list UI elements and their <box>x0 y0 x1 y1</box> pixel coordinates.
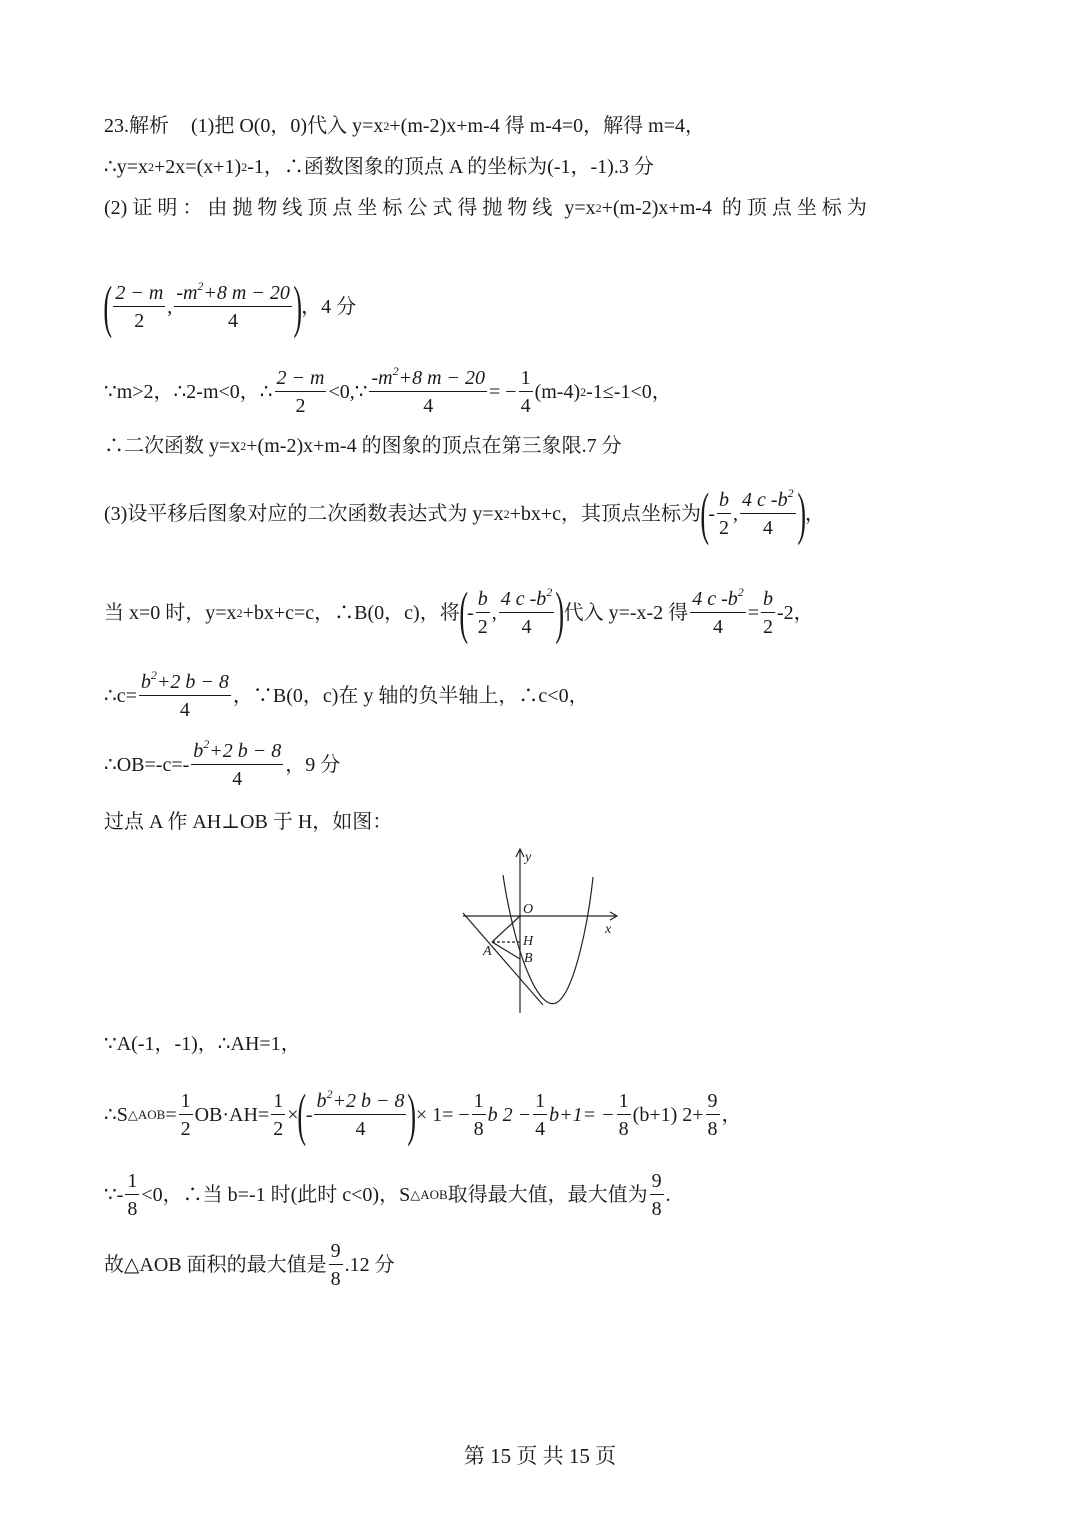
fraction: $\frac{9}{8}$ <box>651 1170 662 1220</box>
solution-line-10: ∴OB=-c=- $\frac{b^2+2 b - 8}{4}$ ，9 分 <box>104 737 341 790</box>
fraction: $\frac{4 c -b^2}{4}$ <box>500 585 553 638</box>
vertex-formula-line: ( $\frac{2 - m}{2}$ , $\frac{-m^2+8 m - 20}{4}$ ) ，4 分 <box>103 274 357 339</box>
fraction: $\frac{1}{4}$ <box>520 367 531 417</box>
solution-line-8: 当 x=0 时，y=x 2 +bx+c=c，∴B(0，c)，将 ( - $\frac{b}{2}$ , $\frac{4 c -b^2}{4}$ ) 代入 y=-x-2 得 $\frac{4 c -b^2}{4}$ = $\frac{b}{2}$ -2， <box>104 580 814 645</box>
fraction: $\frac{b^2+2 b - 8}{4}$ <box>140 668 229 721</box>
fraction: $\frac{b}{2}$ <box>763 588 774 638</box>
page-footer: 第 15 页 共 15 页 <box>463 1444 617 1468</box>
fraction: $\frac{4 c -b^2}{4}$ <box>742 486 794 539</box>
solution-line-12: ∵A(-1，-1)，∴AH=1， <box>104 1033 301 1055</box>
fraction: $\frac{1}{8}$ <box>618 1090 629 1140</box>
label-x: x <box>605 922 612 937</box>
fraction: $\frac{-m^2+8 m - 20}{4}$ <box>176 279 290 332</box>
parabola-curve <box>503 875 593 1004</box>
fraction: $\frac{b}{2}$ <box>719 489 730 539</box>
label-o: O <box>523 902 534 917</box>
label-a: A <box>483 944 492 959</box>
solution-line-14: ∵- $\frac{1}{8}$ <0，∴当 b=-1 时(此时 c<0)，S △AOB 取得最大值，最大值为 $\frac{9}{8}$ . <box>104 1170 671 1220</box>
fraction: $\frac{2 - m}{2}$ <box>115 282 164 332</box>
fraction: $\frac{2 - m}{2}$ <box>276 367 325 417</box>
solution-line-5: ∵m>2，∴2-m<0，∴ $\frac{2 - m}{2}$ <0,∵ $\frac{-m^2+8 m - 20}{4}$ = − $\frac{1}{4}$ (m-4) 2 -1≤-1<0， <box>104 364 672 417</box>
label-b: B <box>524 951 533 966</box>
fraction: $\frac{1}{8}$ <box>127 1170 138 1220</box>
solution-line-6: ∴二次函数 y=x 2 +(m-2)x+m-4 的图象的顶点在第三象限.7 分 <box>104 435 622 457</box>
fraction: $\frac{4 c -b^2}{4}$ <box>692 585 744 638</box>
fraction: $\frac{b^2+2 b - 8}{4}$ <box>316 1087 405 1140</box>
fraction: $\frac{-m^2+8 m - 20}{4}$ <box>371 364 486 417</box>
area-expression-line: ∴S △AOB = $\frac{1}{2}$ OB·AH= $\frac{1}{2}$ × ( - $\frac{b^2+2 b - 8}{4}$ ) × 1= − $\frac{1}{8}$ b 2 − $\frac{1}{4}$ b+1= − $\frac{1}{8}$ (b+1) 2+ $\frac{9}{8}$ ， <box>104 1082 742 1147</box>
solution-line-11: 过点 A 作 AH⊥OB 于 H，如图： <box>104 811 393 833</box>
solution-line-3: (2) 证 明 ： 由 抛 物 线 顶 点 坐 标 公 式 得 抛 物 线 y=x 2 +(m-2)x+m-4 的 顶 点 坐 标 为 <box>104 197 867 219</box>
solution-line-2: ∴y=x 2 +2x=(x+1) 2 -1，∴函数图象的顶点 A 的坐标为(-1，-1).3 分 <box>104 156 654 178</box>
fraction: $\frac{1}{4}$ <box>535 1090 546 1140</box>
fraction: $\frac{1}{2}$ <box>180 1090 191 1140</box>
fraction: $\frac{9}{8}$ <box>707 1090 718 1140</box>
fraction: $\frac{b}{2}$ <box>477 588 488 638</box>
fraction: $\frac{1}{2}$ <box>273 1090 284 1140</box>
solution-heading: 23.解析 <box>104 115 169 137</box>
fraction: $\frac{1}{8}$ <box>473 1090 484 1140</box>
fraction: $\frac{b^2+2 b - 8}{4}$ <box>193 737 282 790</box>
label-h: H <box>523 934 534 949</box>
fraction: $\frac{9}{8}$ <box>330 1240 341 1290</box>
solution-line-7: (3)设平移后图象对应的二次函数表达式为 y=x 2 +bx+c，其顶点坐标为 ( - $\frac{b}{2}$ , $\frac{4 c -b^2}{4}$ ) ， <box>104 481 825 546</box>
solution-line-15: 故△AOB 面积的最大值是 $\frac{9}{8}$ .12 分 <box>104 1240 395 1290</box>
parabola-figure <box>455 845 635 1017</box>
solution-line-1: 23.解析 (1)把 O(0，0)代入 y=x 2 +(m-2)x+m-4 得 m-4=0，解得 m=4， <box>104 115 706 137</box>
label-y: y <box>525 850 532 865</box>
solution-line-9: ∴c= $\frac{b^2+2 b - 8}{4}$ ，∵B(0，c)在 y 轴的负半轴上，∴c<0， <box>104 668 589 721</box>
